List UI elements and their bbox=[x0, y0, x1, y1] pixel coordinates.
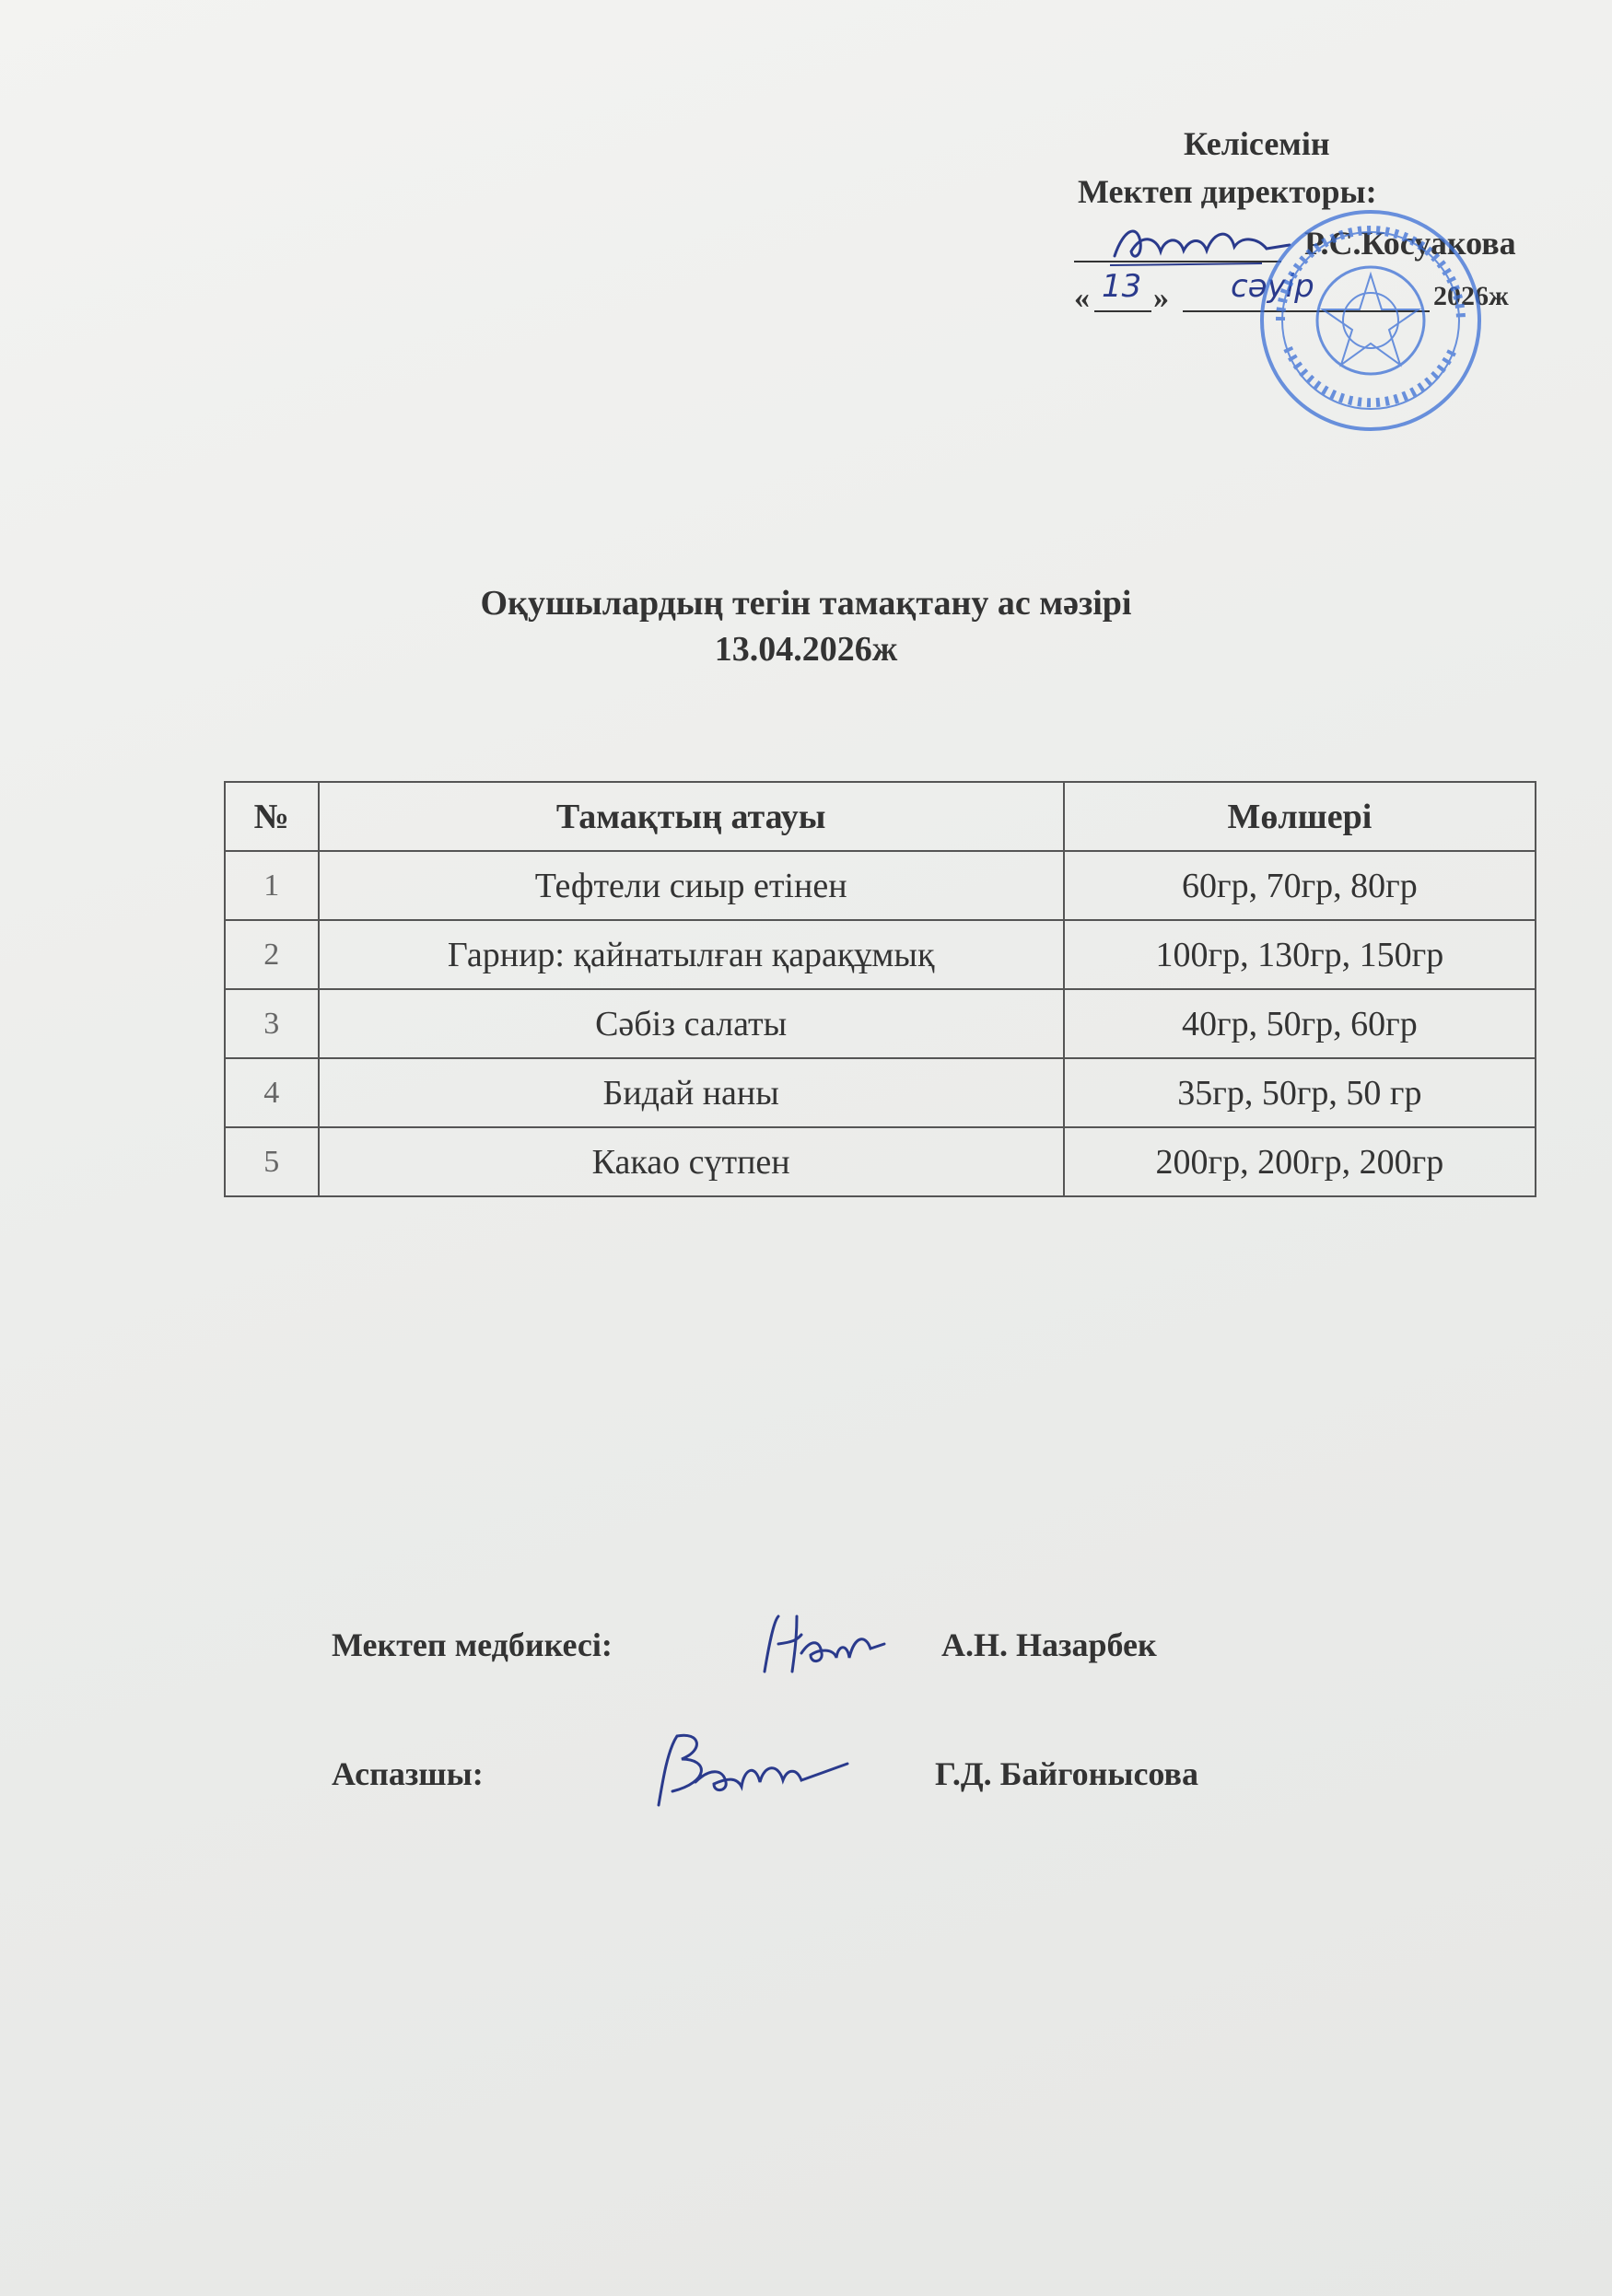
nurse-signature-row bbox=[332, 1607, 1345, 1681]
dish-name: Какао сүтпен bbox=[319, 1127, 1064, 1196]
table-row bbox=[225, 989, 1536, 1058]
approval-year: 2026ж bbox=[1433, 281, 1509, 311]
dish-name: Бидай наны bbox=[319, 1058, 1064, 1127]
approval-title: Келісемін bbox=[1184, 125, 1330, 162]
approval-month: сәуір bbox=[1231, 268, 1314, 305]
page-title: Оқушылардың тегін тамақтану ас мәзірі bbox=[480, 584, 1132, 623]
quote-open: « bbox=[1074, 281, 1090, 315]
dish-quantity: 60гр, 70гр, 80гр bbox=[1064, 851, 1536, 920]
director-role-label: Мектеп директоры: bbox=[1078, 173, 1377, 210]
director-name: Р.С.Косуакова bbox=[1304, 225, 1516, 262]
column-header-number: № bbox=[225, 782, 319, 851]
dish-quantity: 200гр, 200гр, 200гр bbox=[1064, 1127, 1536, 1196]
document-title-block bbox=[0, 580, 1612, 672]
row-number: 4 bbox=[225, 1058, 319, 1127]
quote-close: » bbox=[1153, 281, 1169, 315]
approval-day: 13 bbox=[1102, 268, 1142, 305]
cook-name: Г.Д. Байгонысова bbox=[935, 1755, 1198, 1792]
row-number: 5 bbox=[225, 1127, 319, 1196]
dish-name: Тефтели сиыр етінен bbox=[319, 851, 1064, 920]
dish-quantity: 35гр, 50гр, 50 гр bbox=[1064, 1058, 1536, 1127]
table-header-row bbox=[225, 782, 1536, 851]
row-number: 1 bbox=[225, 851, 319, 920]
row-number: 2 bbox=[225, 920, 319, 989]
row-number: 3 bbox=[225, 989, 319, 1058]
nurse-signature-icon bbox=[746, 1607, 894, 1681]
dish-quantity: 100гр, 130гр, 150гр bbox=[1064, 920, 1536, 989]
day-underline bbox=[1094, 310, 1151, 312]
cook-signature-row bbox=[332, 1736, 1345, 1810]
document-date: 13.04.2026ж bbox=[714, 630, 898, 669]
cook-role-label: Аспазшы: bbox=[332, 1755, 484, 1792]
table-row bbox=[225, 1127, 1536, 1196]
nurse-name: А.Н. Назарбек bbox=[941, 1626, 1157, 1663]
table-row bbox=[225, 920, 1536, 989]
table-row bbox=[225, 851, 1536, 920]
cook-signature-icon bbox=[645, 1727, 857, 1819]
official-stamp-icon bbox=[1223, 210, 1527, 431]
dish-quantity: 40гр, 50гр, 60гр bbox=[1064, 989, 1536, 1058]
nurse-role-label: Мектеп медбикесі: bbox=[332, 1626, 613, 1663]
menu-table bbox=[224, 781, 1536, 1197]
dish-name: Сәбіз салаты bbox=[319, 989, 1064, 1058]
table-row bbox=[225, 1058, 1536, 1127]
dish-name: Гарнир: қайнатылған қарақұмық bbox=[319, 920, 1064, 989]
column-header-dish: Тамақтың атауы bbox=[319, 782, 1064, 851]
column-header-quantity: Мөлшері bbox=[1064, 782, 1536, 851]
